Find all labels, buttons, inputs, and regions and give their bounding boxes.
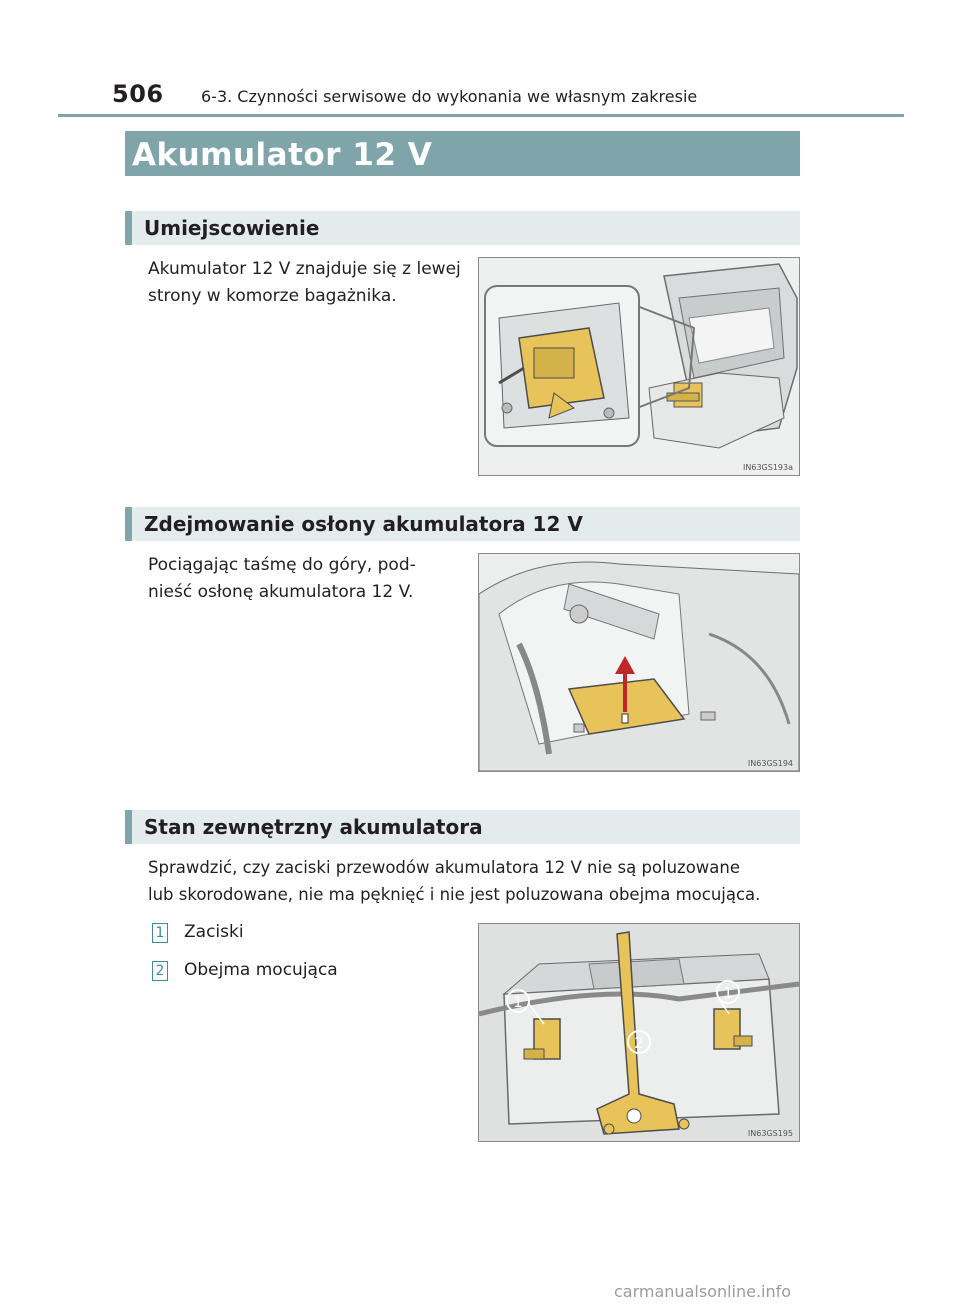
- svg-text:2: 2: [634, 1034, 644, 1052]
- figure-code: IN63GS193a: [743, 463, 793, 472]
- legend-item-terminals: 1 Zaciski: [152, 922, 244, 943]
- section-accent-bar: [125, 810, 132, 844]
- location-text: Akumulator 12 V znajduje się z lewej strony w komorze bagażnika.: [148, 259, 461, 306]
- figure-battery-location: [478, 257, 800, 476]
- section-heading-label: Stan zewnętrzny akumulatora: [144, 815, 483, 839]
- svg-text:1: 1: [723, 984, 733, 1002]
- figure-code: IN63GS194: [747, 759, 793, 768]
- section-heading-location: [125, 211, 800, 245]
- legend-item-hold-down-clamp: 2 Obejma mocująca: [152, 960, 338, 981]
- figure-code: IN63GS195: [747, 1129, 793, 1138]
- svg-text:1: 1: [513, 993, 523, 1011]
- figure-cover-removal: [478, 553, 800, 772]
- battery-condition-text: Sprawdzić, czy zaciski przewodów akumulatora 12 V nie są poluzowane lub skorodowane, nie ma pęknięć i nie jest poluzowana obejma mocująca.: [148, 858, 761, 904]
- page-title: Akumulator 12 V: [132, 137, 433, 173]
- battery-terminals-illustration: [479, 924, 799, 1141]
- cover-removal-text: Pociągając taśmę do góry, pod- nieść osłonę akumulatora 12 V.: [148, 555, 416, 602]
- trunk-battery-illustration: [479, 258, 799, 475]
- section-heading-cover-removal: [125, 507, 800, 541]
- cover-lift-illustration: [479, 554, 799, 771]
- page-number: 506: [112, 80, 164, 108]
- section-accent-bar: [125, 507, 132, 541]
- figure-battery-terminals: [478, 923, 800, 1142]
- callout-number: 1: [152, 923, 168, 943]
- section-accent-bar: [125, 211, 132, 245]
- section-heading-label: Umiejscowienie: [144, 216, 320, 240]
- header-divider: [58, 114, 904, 117]
- section-heading-label: Zdejmowanie osłony akumulatora 12 V: [144, 512, 583, 536]
- chapter-title: 6-3. Czynności serwisowe do wykonania we własnym zakresie: [201, 87, 698, 106]
- watermark: carmanualsonline.info: [614, 1282, 792, 1301]
- callout-number: 2: [152, 961, 168, 981]
- section-heading-battery-condition: [125, 810, 800, 844]
